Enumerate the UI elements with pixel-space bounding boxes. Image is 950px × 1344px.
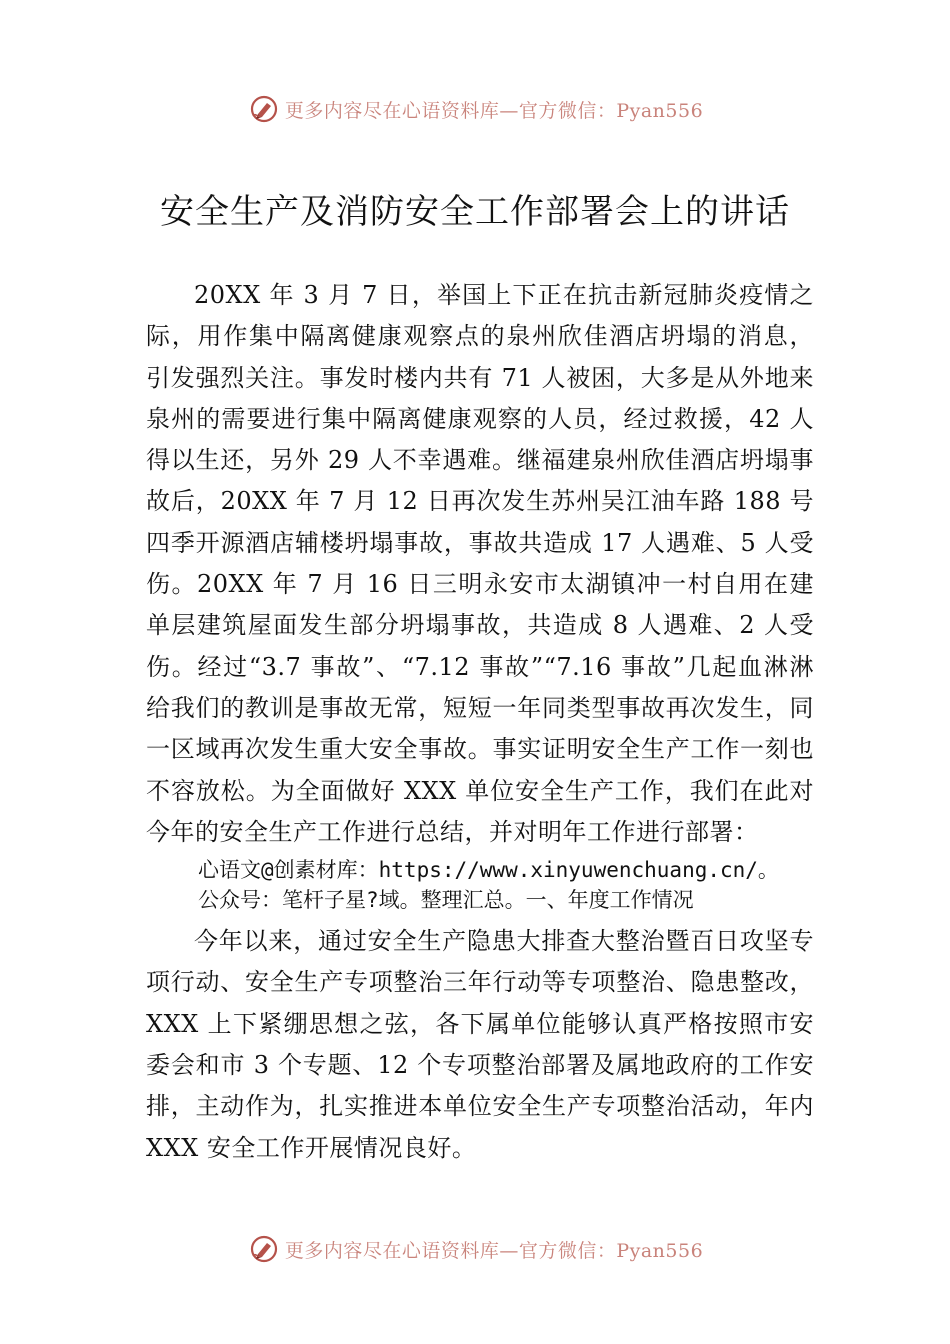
- reference-line-website: 心语文@创素材库：https://www.xinyuwenchuang.cn/。: [198, 858, 779, 883]
- watermark-text: 更多内容尽在心语资料库—官方微信：Pyan556: [284, 99, 704, 122]
- watermark-text: 更多内容尽在心语资料库—官方微信：Pyan556: [284, 1239, 704, 1262]
- reference-note: [146, 855, 814, 915]
- document-title: 安全生产及消防安全工作部署会上的讲话: [160, 192, 790, 232]
- footer-watermark: [0, 1232, 950, 1266]
- paragraph-annual-work: 今年以来，通过安全生产隐患大排查大整治暨百日攻坚专项行动、安全生产专项整治三年行动等专项整治、隐患整改，XXX 上下紧绷思想之弦，各下属单位能够认真严格按照市安委会和市 3 个专题、12 个专项整治部署及属地政府的工作安排，主动作为，扎实推进本单位安全生产专项整治活动，年内 XXX 安全工作开展情况良好。: [146, 927, 814, 1162]
- pen-logo-icon: [247, 92, 281, 126]
- reference-line-account: 公众号：笔杆子星?域。整理汇总。一、年度工作情况: [198, 888, 694, 913]
- document-body: [146, 275, 814, 1169]
- paragraph-intro: 20XX 年 3 月 7 日，举国上下正在抗击新冠肺炎疫情之际，用作集中隔离健康观察点的泉州欣佳酒店坍塌的消息， 引发强烈关注。事发时楼内共有 71 人被困，大多是从外地来泉州的需要进行集中隔离健康观察的人员，经过救援，42 人得以生还，另外 29 人不幸遇难。继福建泉州欣佳酒店坍塌事故后，20XX 年 7 月 12 日再次发生苏州吴江油车路 188 号四季开源酒店辅楼坍塌事故，事故共造成 17 人遇难、5 人受伤。20XX 年 7 月 16 日三明永安市太湖镇冲一村自用在建单层建筑屋面发生部分坍塌事故，共造成 8 人遇难、2 人受伤。经过“3.7 事故”、“7.12 事故”“7.16 事故”几起血淋淋给我们的教训是事故无常，短短一年同类型事故再次发生，同一区域再次发生重大安全事故。事实证明安全生产工作一刻也不容放松。为全面做好 XXX 单位安全生产工作，我们在此对今年的安全生产工作进行总结，并对明年工作进行部署：: [146, 281, 814, 846]
- pen-logo-icon: [247, 1232, 281, 1266]
- header-watermark: [0, 92, 950, 126]
